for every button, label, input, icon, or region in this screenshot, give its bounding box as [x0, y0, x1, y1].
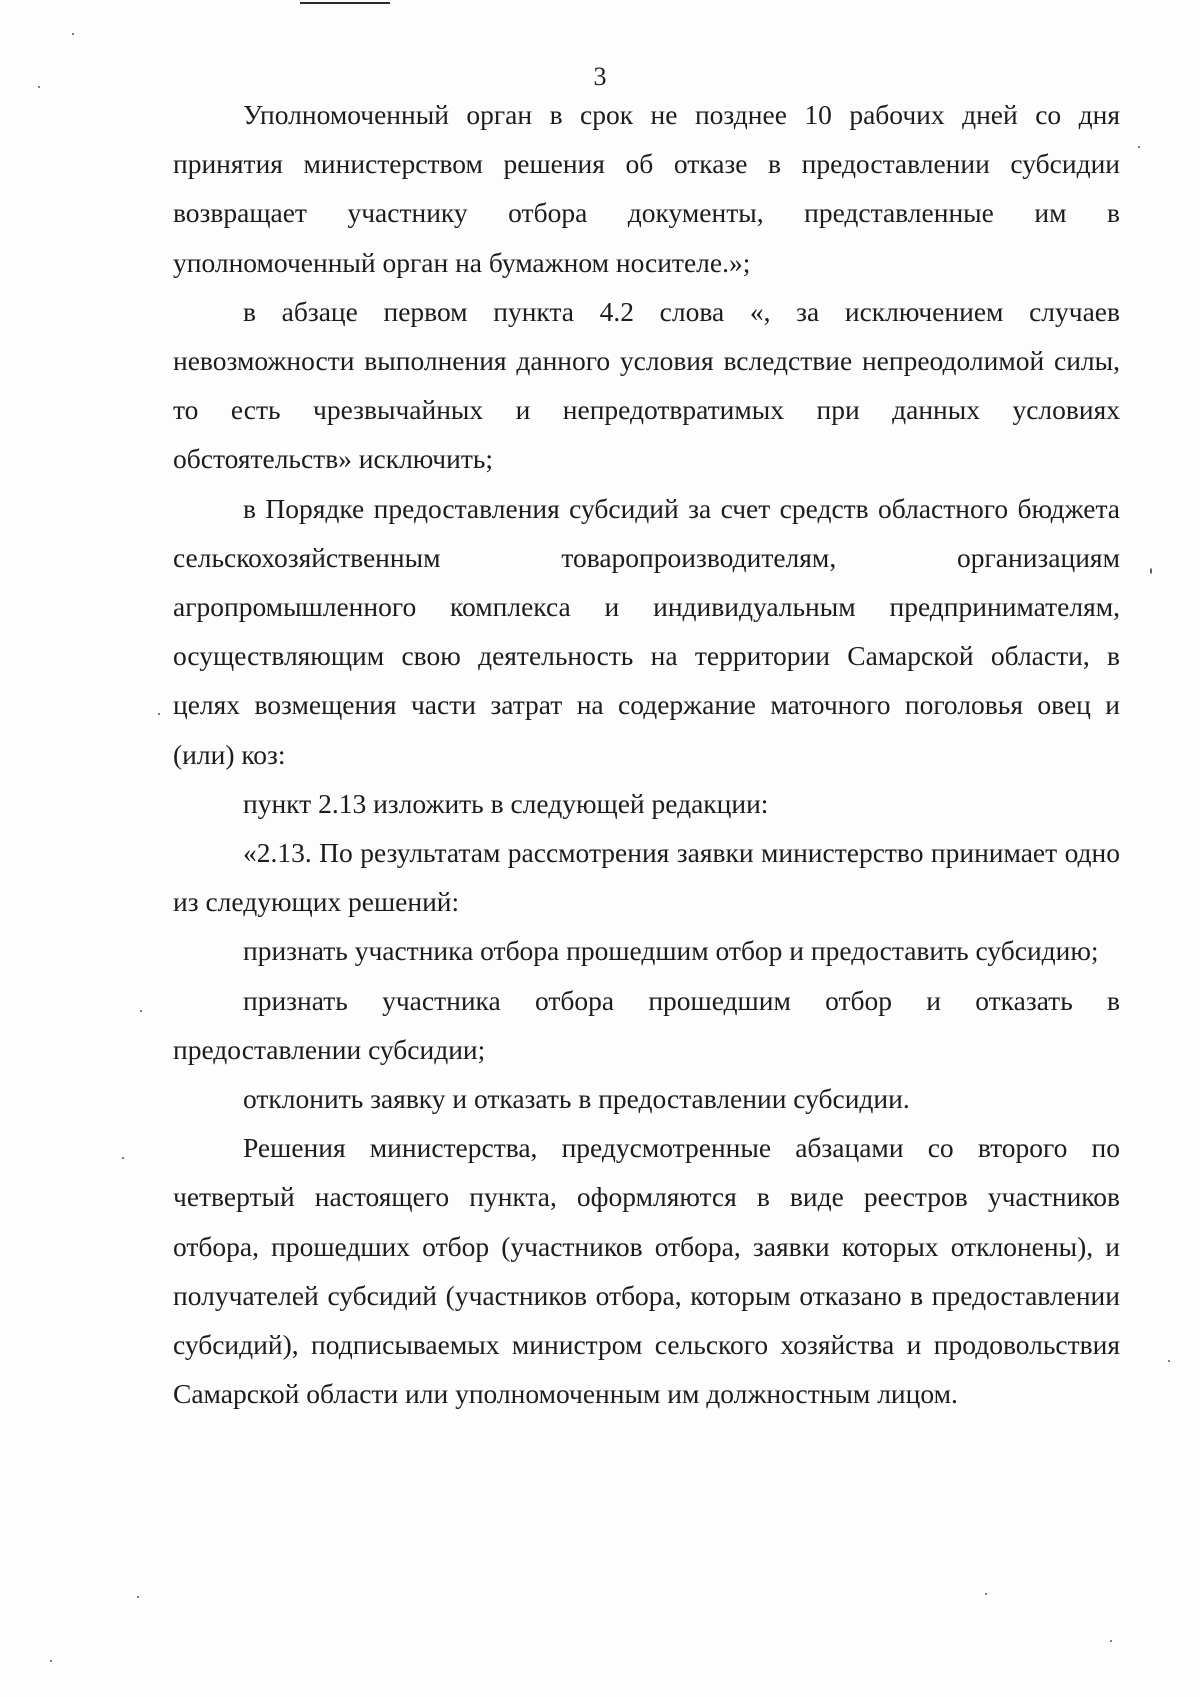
scan-speck: [1168, 1360, 1170, 1362]
document-body: [173, 90, 1120, 1418]
paragraph: Уполномоченный орган в срок не позднее 10 рабочих дней со дня принятия министерством решения об отказе в предоставлении субсидии возвращает участнику отбора документы, представленные им в уполномоченный орган на бумажном носителе.»;: [173, 99, 1120, 278]
paragraph: пункт 2.13 изложить в следующей редакции:: [243, 787, 769, 819]
scan-speck: [140, 1010, 142, 1012]
scan-speck: [1150, 568, 1152, 574]
paragraph: признать участника отбора прошедшим отбор и предоставить субсидию;: [243, 935, 1099, 967]
scan-speck: [158, 713, 160, 715]
scan-speck: [72, 33, 74, 35]
page-number: 3: [593, 62, 607, 91]
scan-speck: [122, 1157, 124, 1159]
scan-speck: [985, 1593, 987, 1595]
paragraph: отклонить заявку и отказать в предоставлении субсидии.: [243, 1083, 910, 1115]
paragraph: в Порядке предоставления субсидий за счет средств областного бюджета сельскохозяйственным товаропроизводителям, организациям агропромышленного комплекса и индивидуальным предпринимателям, осуществляющим свою деятельность на территории Самарской области, в целях возмещения части затрат на содержание маточного поголовья овец и (или) коз:: [173, 492, 1120, 770]
scan-speck: [1110, 1640, 1112, 1642]
scan-speck: [137, 1596, 139, 1598]
paragraph: признать участника отбора прошедшим отбор и отказать в предоставлении субсидии;: [173, 984, 1120, 1065]
paragraph: в абзаце первом пункта 4.2 слова «, за исключением случаев невозможности выполнения данного условия вследствие непреодолимой силы, то есть чрезвычайных и непредотвратимых при данных условиях обстоятельств» исключить;: [173, 295, 1120, 475]
scan-speck: [38, 86, 40, 88]
paragraph: Решения министерства, предусмотренные абзацами со второго по четвертый настоящего пункта, оформляются в виде реестров участников отбора, прошедших отбор (участников отбора, заявки которых отклонены), и получателей субсидий (участников отбора, которым отказано в предоставлении субсидий), подписываемых министром сельского хозяйства и продовольствия Самарской области или уполномоченным им должностным лицом.: [173, 1132, 1120, 1410]
scan-speck: [1138, 146, 1140, 148]
paragraph: «2.13. По результатам рассмотрения заявки министерство принимает одно из следующих решений:: [173, 837, 1120, 918]
scan-speck: [50, 1660, 52, 1662]
top-edge-line: [300, 2, 390, 4]
